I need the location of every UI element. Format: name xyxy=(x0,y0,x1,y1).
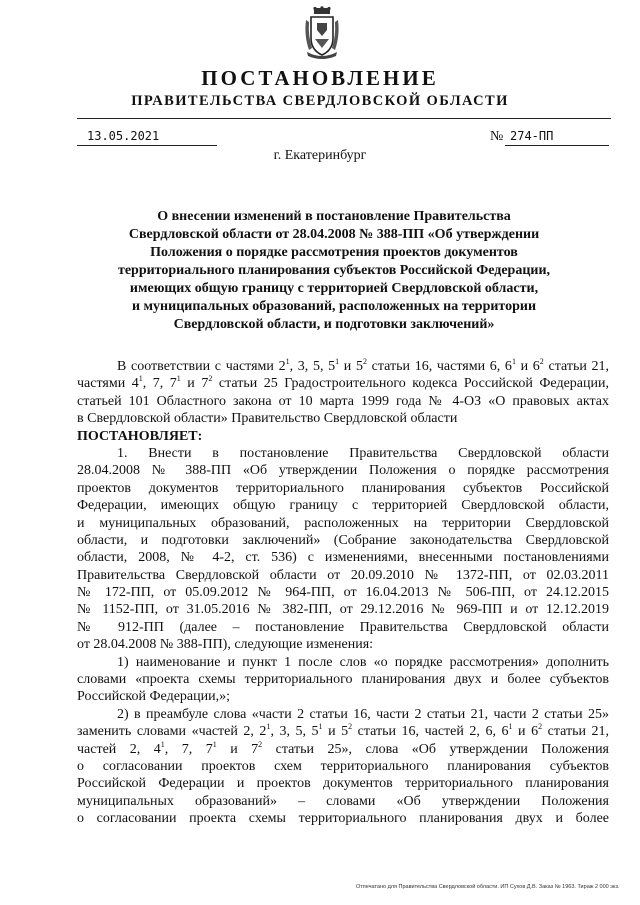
body-line: муниципальных образований» – словами «Об утверждении Положения xyxy=(77,793,609,809)
header-divider xyxy=(77,118,611,119)
title-line: Свердловской области от 28.04.2008 № 388-ПП «Об утверждении xyxy=(128,227,540,242)
body-line: Российской Федерации,»; xyxy=(77,689,231,705)
print-imprint: Отпечатано для Правительства Свердловской области. ИП Сухов Д.В. Заказ № 1963. Тираж 2 000 экз. xyxy=(356,884,620,890)
body-line: проектов документов территориального планирования субъектов Российской xyxy=(77,480,609,496)
body-line: от 28.04.2008 № 388-ПП), следующие изменения: xyxy=(77,637,374,653)
body-line: области, 2008, № 4-2, ст. 536) с изменениями, внесенными постановлениями xyxy=(77,550,609,566)
title-line: О внесении изменений в постановление Правительства xyxy=(157,209,511,224)
body-line: № 172-ПП, от 05.09.2012 № 964-ПП, от 16.04.2013 № 506-ПП, от 24.12.2015 xyxy=(77,585,609,601)
body-line: Федерации, имеющих общую границу с территорией Свердловской области, xyxy=(77,498,609,514)
title-line: Свердловской области, и подготовки заключений» xyxy=(173,317,495,332)
body-line: области, и подготовки заключений» (Собрание законодательства Свердловской xyxy=(77,532,609,548)
number-sign: № xyxy=(490,129,504,144)
body-line: Российской Федерации и проектов документов территориального планирования xyxy=(77,776,609,792)
body-line: статьей 101 Областного закона от 10 марта 1999 года № 4-ОЗ «О правовых актах xyxy=(77,393,609,409)
title-line: Положения о порядке рассмотрения проектов документов xyxy=(150,245,518,260)
coat-of-arms-emblem xyxy=(303,6,341,60)
document-type-heading: ПОСТАНОВЛЕНИЕ xyxy=(201,66,439,90)
title-line: имеющих общую границу с территорией Свердловской области, xyxy=(129,281,539,296)
title-line: территориального планирования субъектов Российской Федерации, xyxy=(117,263,551,278)
body-line: 1) наименование и пункт 1 после слов «о порядке рассмотрения» дополнить xyxy=(117,654,609,670)
body-line: частей 2, $4^1$, 7, $7^1$ и $7^2$ статьи 25», слова «Об утверждении Положения xyxy=(77,739,609,757)
body-line: в Свердловской области» Правительство Свердловской области xyxy=(77,411,458,427)
body-line: Правительства Свердловской области от 20.09.2010 № 1372-ПП, от 02.03.2011 xyxy=(77,567,609,583)
date-underline xyxy=(77,145,217,146)
document-date: 13.05.2021 xyxy=(87,129,160,143)
body-line: словами «проекта схемы территориального планирования двух и более субъектов xyxy=(77,672,609,688)
body-line: № 912-ПП (далее – постановление Правительства Свердловской области xyxy=(77,619,609,635)
title-line: и муниципальных образований, расположенных на территории xyxy=(131,299,537,314)
body-line: 1. Внести в постановление Правительства Свердловской области xyxy=(117,445,609,461)
decree-word: ПОСТАНОВЛЯЕТ: xyxy=(77,428,203,444)
body-line: частями $4^1$, 7, $7^1$ и $7^2$ статьи 25 Градостроительного кодекса Российской Федерации, xyxy=(77,374,609,392)
body-line: В соответствии с частями $2^1$, 3, 5, $5^1$ и $5^2$ статьи 16, частями 6, $6^1$ и $6^2$ статьи 21, xyxy=(117,357,610,374)
body-line: заменить словами «частей 2, $2^1$, 3, 5, $5^1$ и $5^2$ статьи 16, частей 2, 6, $6^1$ и $6^2$ статьи 21, xyxy=(77,722,610,740)
city-name: г. Екатеринбург xyxy=(273,148,367,163)
document-number: 274-ПП xyxy=(510,129,554,143)
body-line: № 1152-ПП, от 31.05.2016 № 382-ПП, от 29.12.2016 № 969-ПП и от 12.12.2019 xyxy=(77,602,609,618)
document-title xyxy=(100,208,568,334)
body-line: о согласовании проектов схем территориального планирования субъектов xyxy=(77,758,609,774)
body-line: и муниципальных образований, расположенных на территории Свердловской xyxy=(77,515,609,531)
body-line: о согласовании проекта схемы территориального планирования двух и более xyxy=(77,811,609,827)
number-underline xyxy=(505,145,609,146)
document-body xyxy=(77,358,609,828)
body-line: 28.04.2008 № 388-ПП «Об утверждении Положения о порядке рассмотрения xyxy=(77,463,609,479)
body-line: 2) в преамбуле слова «части 2 статьи 16, части 2 статьи 21, части 2 статьи 25» xyxy=(117,706,609,722)
issuing-authority-heading: ПРАВИТЕЛЬСТВА СВЕРДЛОВСКОЙ ОБЛАСТИ xyxy=(131,93,509,109)
